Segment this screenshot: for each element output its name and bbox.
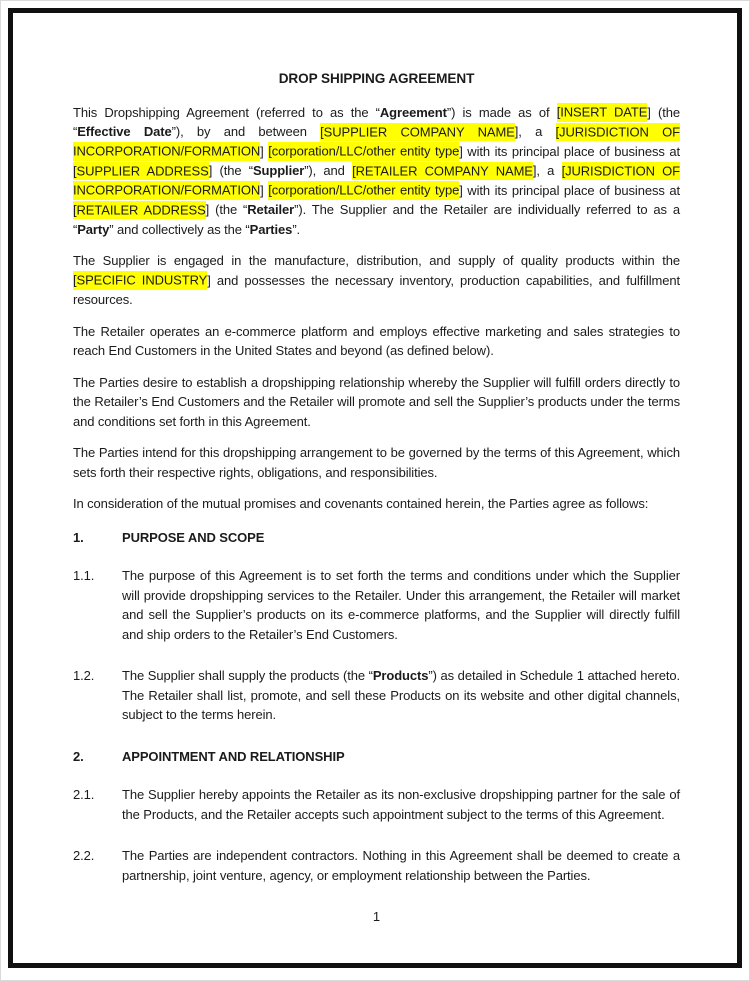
document-title: DROP SHIPPING AGREEMENT <box>278 71 475 86</box>
clause-text <box>122 666 680 725</box>
placeholder-highlight: [corporation/LLC/other entity type <box>268 143 460 159</box>
clause-number: 1.2. <box>73 668 95 683</box>
text-segment: The Supplier shall supply the products (the “ <box>122 668 373 683</box>
clause-text <box>122 846 680 885</box>
text-segment: ”), and <box>304 163 353 178</box>
paragraph <box>73 443 680 482</box>
text-segment: In consideration of the mutual promises and covenants contained herein, the Parties agree as follows: <box>73 496 649 511</box>
paragraph <box>73 251 680 310</box>
clause-number: 2.2. <box>73 848 95 863</box>
paragraph <box>73 494 680 514</box>
text-segment: ] (the “ <box>208 163 253 178</box>
paragraph <box>73 322 680 361</box>
placeholder-highlight: [RETAILER COMPANY NAME <box>352 163 533 178</box>
bold-text: Retailer <box>247 202 295 217</box>
placeholder-highlight: [RETAILER ADDRESS <box>73 202 206 217</box>
text-segment: ”) is made as of <box>446 104 557 120</box>
bold-text: Agreement <box>379 104 447 120</box>
text-segment: ”) as detailed in Schedule 1 attached hereto. The Retailer shall list, promote, and sell these Products on its website and other digital channels, subject to the terms herein. <box>122 668 680 722</box>
bold-text: Supplier <box>252 163 305 178</box>
text-segment: ] (the “ <box>205 202 248 217</box>
text-segment: ” and collectively as the “ <box>109 221 250 237</box>
text-segment: This Dropshipping Agreement (referred to as the “ <box>73 104 380 120</box>
placeholder-highlight: [SPECIFIC INDUSTRY <box>73 272 208 288</box>
clause-number: 2.1. <box>73 787 95 802</box>
placeholder-highlight: [JURISDICTION OF INCORPORATION/FORMATION <box>73 124 680 159</box>
paragraph <box>73 103 680 240</box>
section-number: 2. <box>73 748 84 764</box>
text-segment: ”), by and between <box>171 124 321 139</box>
text-segment: ] (the “ <box>73 104 680 139</box>
text-segment: The Supplier hereby appoints the Retailer as its non-exclusive dropshipping partner for the sale of the Products, and the Retailer accepts such appointment subject to the terms of this Agreement. <box>122 787 680 822</box>
clause-number: 1.1. <box>73 568 95 583</box>
bold-text: Parties <box>249 221 293 237</box>
placeholder-highlight: [SUPPLIER COMPANY NAME <box>320 124 515 139</box>
text-segment: ] with its principal place of business at <box>459 143 680 159</box>
text-segment: ] <box>260 143 269 159</box>
placeholder-highlight: [corporation/LLC/other entity type <box>268 182 460 198</box>
document-body <box>73 103 680 886</box>
text-segment: ] <box>260 182 269 198</box>
bold-text: Effective Date <box>77 124 172 139</box>
section-heading <box>73 528 680 548</box>
bold-text: Party <box>77 221 110 237</box>
section-title: PURPOSE AND SCOPE <box>122 529 265 545</box>
text-segment: ”. <box>292 221 301 237</box>
text-segment: The Parties intend for this dropshipping arrangement to be governed by the terms of this Agreement, which sets forth their respective rights, obligations, and responsibilities. <box>73 445 680 480</box>
clause <box>73 846 680 885</box>
bold-text: Products <box>372 668 429 683</box>
section-title: APPOINTMENT AND RELATIONSHIP <box>122 748 345 764</box>
placeholder-highlight: [JURISDICTION OF INCORPORATION/FORMATION <box>73 163 680 198</box>
page-content <box>13 13 737 963</box>
text-segment: ], a <box>532 163 562 178</box>
section-number: 1. <box>73 529 84 545</box>
clause <box>73 566 680 644</box>
text-segment: The Parties desire to establish a dropshipping relationship whereby the Supplier will fulfill orders directly to the Retailer’s End Customers and the Retailer will promote and sell the Supplier’s products under the terms and conditions set forth in this Agreement. <box>73 374 680 429</box>
clause <box>73 785 680 824</box>
clause <box>73 666 680 725</box>
text-segment: ”). The Supplier and the Retailer are individually referred to as a “ <box>73 202 681 237</box>
placeholder-highlight: [SUPPLIER ADDRESS <box>73 163 209 178</box>
text-segment: The Supplier is engaged in the manufacture, distribution, and supply of quality products within the <box>73 253 680 268</box>
paragraph <box>73 373 680 432</box>
text-segment: The Retailer operates an e-commerce platform and employs effective marketing and sales strategies to reach End Customers in the United States and beyond (as defined below). <box>73 323 680 358</box>
page-border <box>8 8 742 968</box>
page-number: 1 <box>372 909 381 924</box>
text-segment: ] and possesses the necessary inventory, production capabilities, and fulfillment resources. <box>73 272 681 307</box>
clause-text <box>122 566 680 644</box>
clause-text <box>122 785 680 824</box>
text-segment: ] with its principal place of business at <box>459 182 680 198</box>
section-heading <box>73 747 680 767</box>
text-segment: The Parties are independent contractors. Nothing in this Agreement shall be deemed to create a partnership, joint venture, agency, or employment relationship between the Parties. <box>122 848 680 883</box>
placeholder-highlight: [INSERT DATE <box>556 104 648 120</box>
text-segment: The purpose of this Agreement is to set forth the terms and conditions under which the Supplier will provide dropshipping services to the Retailer. Under this arrangement, the Retailer will market and sell the Supplier’s products on its e-commerce platforms, and the Supplier will directly fulfill and ship orders to the Retailer’s End Customers. <box>122 568 680 642</box>
text-segment: ], a <box>514 124 556 139</box>
